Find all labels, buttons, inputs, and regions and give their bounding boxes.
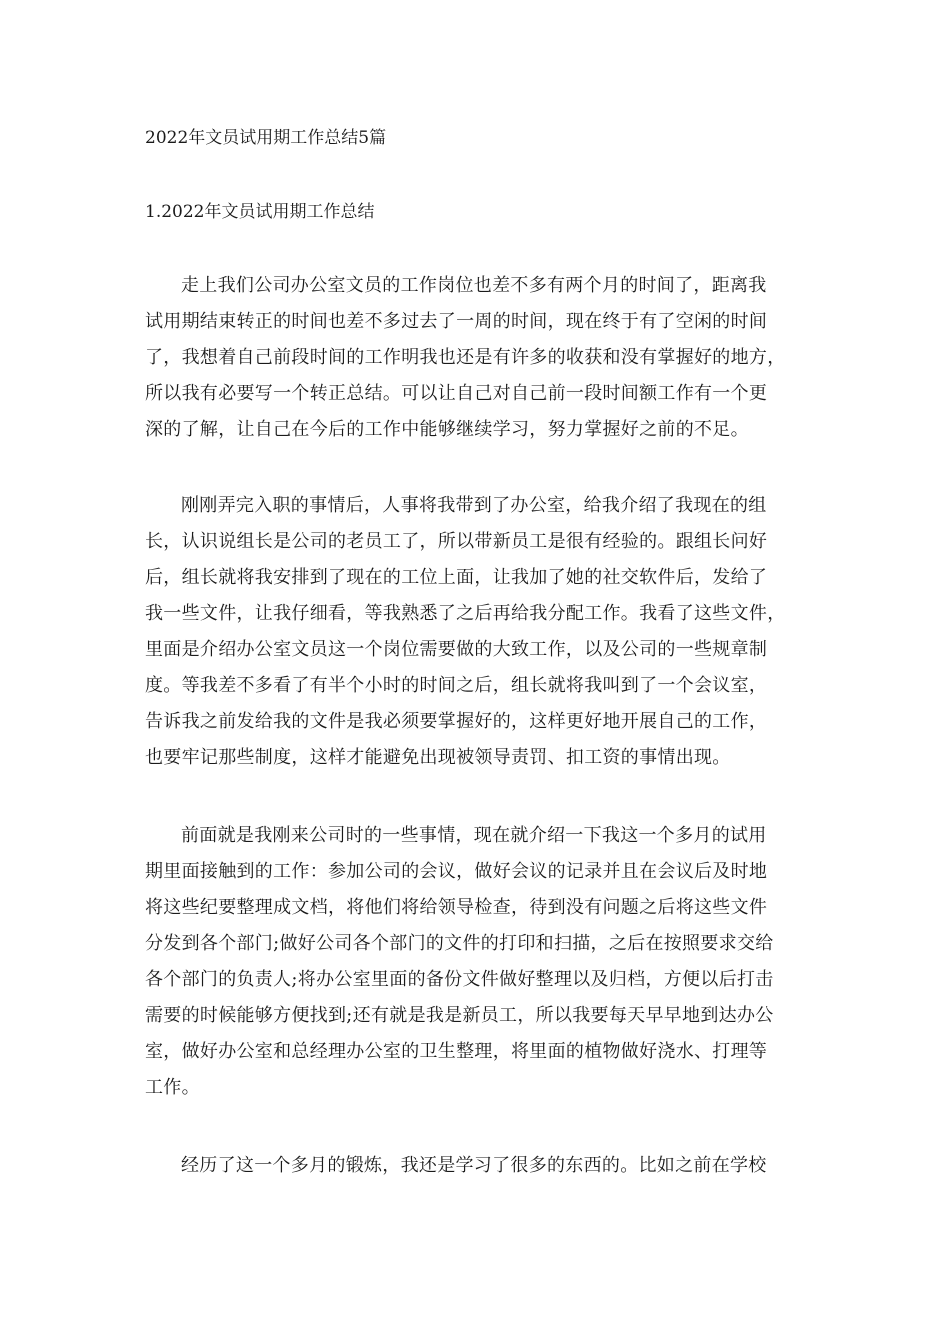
text-line: 度。等我差不多看了有半个小时的时间之后，组长就将我叫到了一个会议室，: [145, 675, 768, 696]
text-line: 长，认识说组长是公司的老员工了，所以带新员工是很有经验的。跟组长问好: [145, 531, 768, 552]
text-line: 我一些文件，让我仔细看，等我熟悉了之后再给我分配工作。我看了这些文件，: [145, 603, 786, 624]
text-line: 里面是介绍办公室文员这一个岗位需要做的大致工作，以及公司的一些规章制: [145, 639, 768, 660]
text-line: 了，我想着自己前段时间的工作明我也还是有许多的收获和没有掌握好的地方，: [145, 347, 786, 368]
text-line: 告诉我之前发给我的文件是我必须要掌握好的，这样更好地开展自己的工作，: [145, 711, 768, 732]
text-line: 分发到各个部门;做好公司各个部门的文件的打印和扫描，之后在按照要求交给: [145, 933, 774, 954]
text-line: 试用期结束转正的时间也差不多过去了一周的时间，现在终于有了空闲的时间: [145, 311, 768, 332]
text-line: 室，做好办公室和总经理办公室的卫生整理，将里面的植物做好浇水、打理等: [145, 1041, 768, 1062]
text-line: 期里面接触到的工作：参加公司的会议，做好会议的记录并且在会议后及时地: [145, 861, 768, 882]
text-line: 需要的时候能够方便找到;还有就是我是新员工，所以我要每天早早地到达办公: [145, 1005, 774, 1026]
text-line: 后，组长就将我安排到了现在的工位上面，让我加了她的社交软件后，发给了: [145, 567, 768, 588]
text-line: 也要牢记那些制度，这样才能避免出现被领导责罚、扣工资的事情出现。: [145, 747, 731, 768]
paragraph-3: [145, 818, 805, 1106]
paragraph-4: [145, 1148, 805, 1184]
text-line: 各个部门的负责人;将办公室里面的备份文件做好整理以及归档，方便以后打击: [145, 969, 774, 990]
text-line: 深的了解，让自己在今后的工作中能够继续学习，努力掌握好之前的不足。: [145, 419, 749, 440]
paragraph-1: [145, 268, 805, 448]
text-line: 走上我们公司办公室文员的工作岗位也差不多有两个月的时间了，距离我: [181, 275, 767, 296]
text-line: 将这些纪要整理成文档，将他们将给领导检查，待到没有问题之后将这些文件: [145, 897, 768, 918]
text-line: 刚刚弄完入职的事情后，人事将我带到了办公室，给我介绍了我现在的组: [181, 495, 767, 516]
text-line: 所以我有必要写一个转正总结。可以让自己对自己前一段时间额工作有一个更: [145, 383, 768, 404]
text-line: 工作。: [145, 1077, 200, 1098]
section-heading: 1.2022年文员试用期工作总结: [145, 202, 375, 222]
text-line: 前面就是我刚来公司时的一些事情，现在就介绍一下我这一个多月的试用: [181, 825, 767, 846]
document-title: 2022年文员试用期工作总结5篇: [145, 128, 387, 148]
paragraph-2: [145, 488, 805, 776]
text-line: 经历了这一个多月的锻炼，我还是学习了很多的东西的。比如之前在学校: [181, 1155, 767, 1176]
